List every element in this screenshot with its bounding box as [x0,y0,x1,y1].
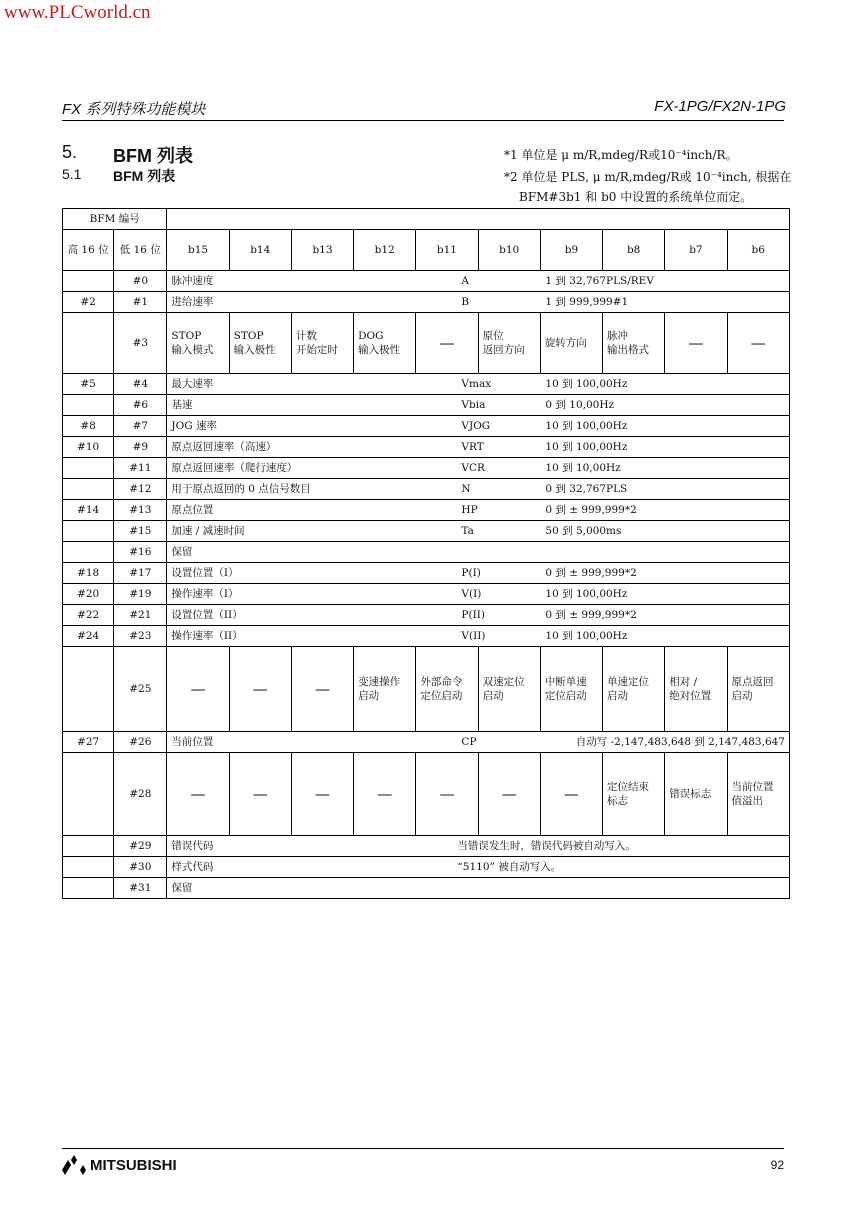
bit-b6-text: 当前位置 值溢出 [731,781,774,807]
lo-address: #29 [114,836,167,857]
bit-b9-text: 中断单速 定位启动 [544,676,587,702]
mitsubishi-diamonds-icon [62,1155,86,1175]
note-2: *2 单位是 PLS, μ m/R,mdeg/R或 10⁻⁴inch, 根据在 [504,170,792,184]
param-symbol: V(II) [461,630,486,642]
bit-b12-text: DOG 输入极性 [358,330,401,356]
param-symbol: VRT [461,441,484,453]
hi-address [63,857,114,878]
table-row [63,605,790,626]
hi-address [63,458,114,479]
table-row-28 [63,753,790,836]
subsection-number: 5.1 [62,166,82,182]
lo-address: #19 [114,584,167,605]
lo-address: #0 [114,271,167,292]
bit-b10-text: 原位 返回方向 [482,330,525,356]
bit-b10-text: 双速定位 启动 [482,676,525,702]
param-cell [167,374,790,395]
bit-b15 [167,647,229,732]
bit-b7 [665,647,727,732]
param-symbol: VCR [461,462,485,474]
page-number: 92 [770,1158,784,1172]
param-cell [167,542,790,563]
hi-address: #10 [63,437,114,458]
bit-header-b6: b6 [727,230,789,271]
bit-b12 [354,647,416,732]
bit-b8-text: 脉冲 输出格式 [607,330,650,356]
note-3: BFM#3b1 和 b0 中设置的系统单位而定。 [519,190,753,204]
bit-b9 [540,647,602,732]
bit-header-b9: b9 [540,230,602,271]
param-symbol: B [461,296,470,308]
param-range: 0 到 ± 999,999*2 [545,609,637,621]
lo-address: #15 [114,521,167,542]
table-row [63,416,790,437]
param-name: 错误代码 [171,840,214,852]
param-symbol: P(II) [461,609,485,621]
param-cell [167,271,790,292]
param-name: 操作速率（II） [171,630,243,642]
param-name: 原点返回速率（爬行速度） [171,462,298,474]
lo-address: #1 [114,292,167,313]
table-row [63,521,790,542]
param-range: 0 到 ± 999,999*2 [545,504,637,516]
bit-b13 [291,647,353,732]
param-name: 基速 [171,399,193,411]
table-row-25 [63,647,790,732]
bit-b10 [478,313,540,374]
param-name: 样式代码 [171,861,214,873]
bit-b9-text: 旋转方向 [544,337,587,349]
lo-address: #30 [114,857,167,878]
param-cell [167,521,790,542]
bit-b14-text: — [252,785,268,803]
bit-b11 [416,647,478,732]
table-row [63,857,790,878]
param-name: 用于原点返回的 0 点信号数目 [171,483,311,495]
lo-address: #26 [114,732,167,753]
hi-address: #20 [63,584,114,605]
table-row [63,458,790,479]
param-name: 当前位置 [171,736,214,748]
param-symbol: P(I) [461,567,481,579]
bit-b8 [603,647,665,732]
param-name: 操作速率（I） [171,588,239,600]
bit-b15-text: STOP 输入模式 [171,330,214,356]
bit-b6 [727,647,789,732]
bit-b12-text: 变速操作 启动 [358,676,401,702]
bit-b10 [478,753,540,836]
param-cell [167,395,790,416]
table-row [63,395,790,416]
bit-b15-text: — [190,785,206,803]
bit-header-b10: b10 [478,230,540,271]
bit-header-b11: b11 [416,230,478,271]
bit-b7-text: 错误标志 [669,788,712,800]
param-range: 1 到 32,767PLS/REV [545,275,654,287]
table-row [63,374,790,395]
bit-header-b15: b15 [167,230,229,271]
param-name: 脉冲速度 [171,275,214,287]
header-blank [167,209,790,230]
lo-address: #23 [114,626,167,647]
param-symbol: VJOG [461,420,491,432]
bit-b7 [665,313,727,374]
param-name: 保留 [171,546,193,558]
hi-address: #18 [63,563,114,584]
param-cell [167,437,790,458]
bit-b10 [478,647,540,732]
hi-address [63,542,114,563]
table-row [63,836,790,857]
header-title: FX 系列特殊功能模块 [62,101,206,118]
param-cell [167,292,790,313]
param-cell [167,836,790,857]
bit-b12-text: — [377,785,393,803]
param-symbol: V(I) [461,588,482,600]
param-cell [167,626,790,647]
bit-header-b13: b13 [291,230,353,271]
param-range: 10 到 100,00Hz [545,588,628,600]
bit-b14-text: STOP 输入极性 [233,330,276,356]
bit-header-b7: b7 [665,230,727,271]
param-name: 设置位置（II） [171,609,243,621]
bit-b8 [603,313,665,374]
bit-b13-text: — [314,680,330,698]
param-symbol: Vbia [461,399,486,411]
table-row [63,878,790,899]
param-symbol: CP [461,736,477,748]
param-range: 50 到 5,000ms [545,525,622,537]
bit-b15-text: — [190,680,206,698]
param-range: 10 到 10,00Hz [545,462,621,474]
lo-address: #4 [114,374,167,395]
hi-address: #2 [63,292,114,313]
bit-b10-text: — [501,785,517,803]
lo-address: #25 [114,647,167,732]
table-row [63,584,790,605]
bit-b14 [229,753,291,836]
bit-b13 [291,753,353,836]
param-cell [167,857,790,878]
param-symbol: A [461,275,469,287]
table-row [63,732,790,753]
table-header-row [63,209,790,230]
bit-header-b8: b8 [603,230,665,271]
high-16-header: 高 16 位 [63,230,114,271]
param-name: 设置位置（I） [171,567,239,579]
bit-b7 [665,753,727,836]
bit-b13-text: 计数 开始定时 [295,330,338,356]
section-title: BFM 列表 [113,146,193,166]
hi-address [63,521,114,542]
hi-address [63,313,114,374]
table-row [63,437,790,458]
hi-address: #24 [63,626,114,647]
table-row-3 [63,313,790,374]
param-cell [167,563,790,584]
bit-b13 [291,313,353,374]
note-1: *1 单位是 μ m/R,mdeg/R或10⁻⁴inch/R。 [504,148,738,162]
bit-b12 [354,313,416,374]
param-range: 10 到 100,00Hz [545,378,628,390]
lo-address: #7 [114,416,167,437]
bit-b14-text: — [252,680,268,698]
param-range: 10 到 100,00Hz [545,441,628,453]
param-name: 原点返回速率（高速） [171,441,277,453]
table-row [63,271,790,292]
hi-address [63,753,114,836]
lo-address: #16 [114,542,167,563]
param-range: 0 到 ± 999,999*2 [545,567,637,579]
lo-address: #28 [114,753,167,836]
header-model: FX-1PG/FX2N-1PG [654,98,786,115]
bit-b14 [229,647,291,732]
low-16-header: 低 16 位 [114,230,167,271]
brand-name: MITSUBISHI [90,1156,177,1174]
bit-b11-text: — [439,334,455,352]
bit-b9 [540,753,602,836]
lo-address: #3 [114,313,167,374]
param-range: 自动写 -2,147,483,648 到 2,147,483,647 [575,736,785,748]
table-row [63,479,790,500]
hi-address [63,395,114,416]
table-row [63,563,790,584]
footer-divider [62,1148,784,1149]
header-divider [62,120,784,121]
param-range: 1 到 999,999#1 [545,296,629,308]
param-name: 保留 [171,882,193,894]
table-row [63,626,790,647]
bit-b15 [167,313,229,374]
param-cell [167,605,790,626]
param-cell [167,878,790,899]
bit-b6 [727,313,789,374]
bit-b8-text: 单速定位 启动 [607,676,650,702]
bit-b15 [167,753,229,836]
hi-address: #27 [63,732,114,753]
param-range: 0 到 10,00Hz [545,399,615,411]
bit-b11-text: 外部命令 定位启动 [420,676,463,702]
param-description: “5110” 被自动写入。 [457,861,562,873]
param-symbol: N [461,483,471,495]
hi-address [63,878,114,899]
param-cell [167,479,790,500]
bit-b9-text: — [563,785,579,803]
bfm-table [62,208,790,899]
param-range: 10 到 100,00Hz [545,630,628,642]
brand-logo [62,1155,177,1175]
bit-b7-text: 相对 / 绝对位置 [669,676,712,702]
param-name: JOG 速率 [171,420,217,432]
param-range: 10 到 100,00Hz [545,420,628,432]
bit-b11 [416,313,478,374]
bit-b11 [416,753,478,836]
hi-address [63,479,114,500]
param-name: 进给速率 [171,296,214,308]
param-description: 当错误发生时，错误代码被自动写入。 [457,840,636,852]
param-name: 原点位置 [171,504,214,516]
bit-b6 [727,753,789,836]
table-row [63,542,790,563]
param-symbol: Vmax [461,378,492,390]
hi-address [63,836,114,857]
bit-b6-text: — [750,334,766,352]
bit-header-b12: b12 [354,230,416,271]
lo-address: #13 [114,500,167,521]
bit-b6-text: 原点返回 启动 [731,676,774,702]
param-cell [167,584,790,605]
param-cell [167,500,790,521]
table-bits-row [63,230,790,271]
hi-address [63,647,114,732]
bit-b8-text: 定位结束 标志 [607,781,650,807]
param-range: 0 到 32,767PLS [545,483,628,495]
param-symbol: HP [461,504,478,516]
bit-b11-text: — [439,785,455,803]
bit-b8 [603,753,665,836]
param-symbol: Ta [461,525,474,537]
lo-address: #17 [114,563,167,584]
param-name: 加速 / 减速时间 [171,525,245,537]
bit-header-b14: b14 [229,230,291,271]
lo-address: #31 [114,878,167,899]
param-cell [167,732,790,753]
bit-b7-text: — [688,334,704,352]
param-cell [167,458,790,479]
param-cell [167,416,790,437]
hi-address [63,271,114,292]
lo-address: #9 [114,437,167,458]
lo-address: #11 [114,458,167,479]
hi-address: #22 [63,605,114,626]
bfm-number-header: BFM 编号 [63,209,167,230]
hi-address: #14 [63,500,114,521]
section-number: 5. [62,142,78,162]
bit-b13-text: — [314,785,330,803]
table-row [63,500,790,521]
hi-address: #8 [63,416,114,437]
lo-address: #21 [114,605,167,626]
table-row [63,292,790,313]
lo-address: #6 [114,395,167,416]
watermark: www.PLCworld.cn [4,2,151,23]
param-name: 最大速率 [171,378,214,390]
lo-address: #12 [114,479,167,500]
bit-b9 [540,313,602,374]
hi-address: #5 [63,374,114,395]
bit-b12 [354,753,416,836]
subsection-title: BFM 列表 [113,168,176,184]
bit-b14 [229,313,291,374]
